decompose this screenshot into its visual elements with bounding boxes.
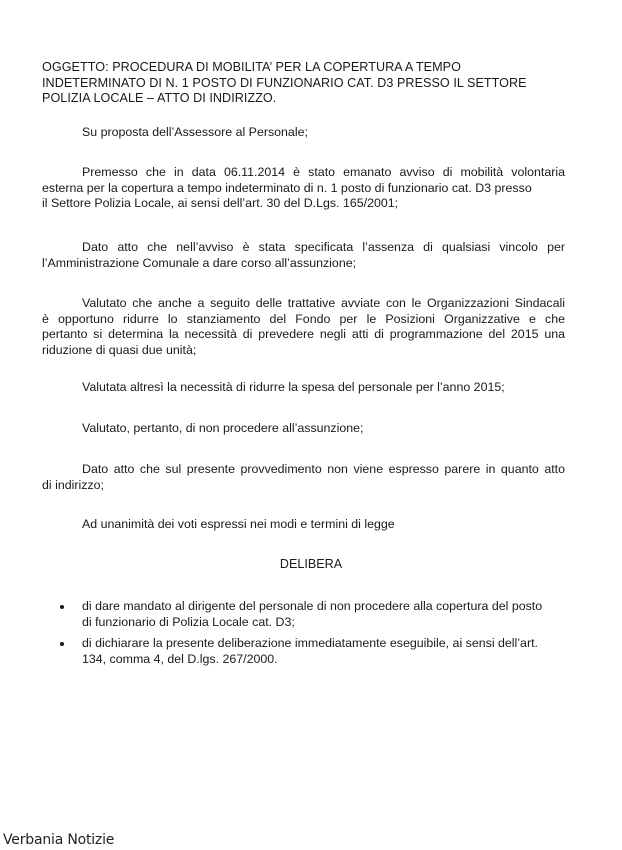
watermark: Verbania Notizie	[3, 832, 115, 848]
paragraph-line: Dato atto che nell’avviso è stata specificata l’assenza di qualsiasi vincolo per	[82, 240, 565, 254]
paragraph-line: Su proposta dell’Assessore al Personale;	[82, 125, 308, 139]
paragraph-unanimita	[42, 517, 565, 533]
paragraph-line: pertanto si determina la necessità di prevedere negli atti di programmazione del 2015 una	[42, 327, 565, 342]
paragraph-line: Valutata altresì la necessità di ridurre la spesa del personale per l’anno 2015;	[82, 380, 505, 394]
paragraph-dato-atto-parere	[42, 462, 565, 493]
list-item-line: di funzionario di Polizia Locale cat. D3;	[82, 614, 295, 629]
paragraph-line: Valutato, pertanto, di non procedere all’assunzione;	[82, 421, 364, 435]
paragraph-line: è opportuno ridurre lo stanziamento del Fondo per le Posizioni Organizzative e che	[42, 311, 565, 326]
paragraph-line: esterna per la copertura a tempo indeterminato di n. 1 posto di funzionario cat. D3 presso	[42, 180, 532, 195]
bullet-icon	[60, 605, 64, 609]
subject-line: INDETERMINATO DI N. 1 POSTO DI FUNZIONARIO CAT. D3 PRESSO IL SETTORE	[42, 75, 527, 90]
paragraph-valutato-non-procedere	[42, 421, 565, 437]
paragraph-line: il Settore Polizia Locale, ai sensi dell’art. 30 del D.Lgs. 165/2001;	[42, 196, 399, 211]
list-item-line: di dichiarare la presente deliberazione immediatamente eseguibile, ai sensi dell’art.	[82, 636, 538, 651]
paragraph-dato-atto-avviso	[42, 240, 565, 271]
paragraph-line: Dato atto che sul presente provvedimento non viene espresso parere in quanto atto	[82, 462, 565, 476]
delibera-heading: DELIBERA	[279, 557, 343, 571]
paragraph-proposta	[42, 125, 565, 141]
paragraph-premesso	[42, 165, 565, 212]
paragraph-line: Premesso che in data 06.11.2014 è stato emanato avviso di mobilità volontaria	[82, 165, 565, 179]
subject-heading	[42, 60, 602, 107]
subject-line: OGGETTO: PROCEDURA DI MOBILITA’ PER LA COPERTURA A TEMPO	[42, 60, 461, 74]
decision-list	[60, 599, 565, 667]
paragraph-line: l’Amministrazione Comunale a dare corso all’assunzione;	[42, 255, 357, 270]
list-item	[60, 599, 565, 630]
bullet-icon	[60, 642, 64, 646]
paragraph-valutato-trattative	[42, 296, 565, 358]
paragraph-line: Valutato che anche a seguito delle trattative avviate con le Organizzazioni Sindacali	[82, 296, 565, 310]
list-item-line: di dare mandato al dirigente del personale di non procedere alla copertura del posto	[82, 599, 543, 613]
paragraph-line: Ad unanimità dei voti espressi nei modi e termini di legge	[82, 517, 395, 531]
list-item	[60, 636, 565, 667]
paragraph-valutata-spesa	[42, 380, 565, 396]
paragraph-line: di indirizzo;	[42, 477, 104, 492]
paragraph-line: riduzione di quasi due unità;	[42, 342, 197, 357]
list-item-line: 134, comma 4, del D.lgs. 267/2000.	[82, 651, 278, 666]
subject-line: POLIZIA LOCALE – ATTO DI INDIRIZZO.	[42, 91, 277, 105]
